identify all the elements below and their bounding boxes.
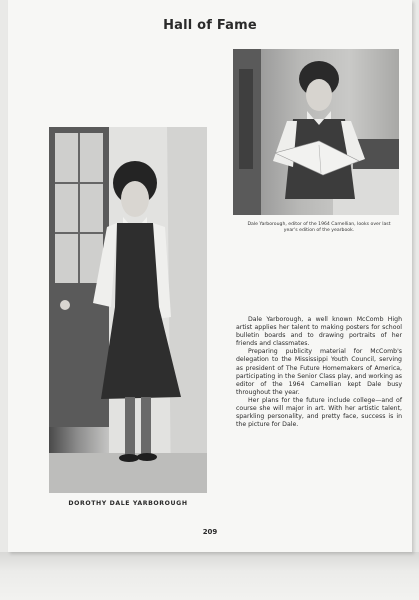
yearbook-page [8,0,412,552]
portrait-photo-illustration [49,127,207,493]
page-title: Hall of Fame [163,18,257,33]
portrait-photo-large [49,127,207,493]
article-body [236,316,402,429]
yearbook-photo-illustration [233,49,399,215]
large-photo-caption: DOROTHY DALE YARBOROUGH [68,500,188,507]
small-photo-caption: Dale Yarborough, editor of the 1964 Camellian, looks over last year's edition of the yearbook. [247,222,391,233]
page-bottom-shadow [0,552,419,600]
article-paragraph: Her plans for the future include college—and of course she will major in art. With her artistic talent, sparkling personality, and pretty face, success is in the picture for Dale. [236,396,402,429]
page-number: 209 [202,528,218,536]
article-paragraph: Preparing publicity material for McComb's delegation to the Mississippi Youth Council, serving as president of The Future Homemakers of America, participating in the Senior Class play, and working as editor of the 1964 Camellian kept Dale busy throughout the year. [236,348,402,396]
article-paragraph: Dale Yarborough, a well known McComb High artist applies her talent to making posters for school bulletin boards and to drawing portraits of her friends and classmates. [236,316,402,348]
yearbook-photo-small [233,49,399,215]
